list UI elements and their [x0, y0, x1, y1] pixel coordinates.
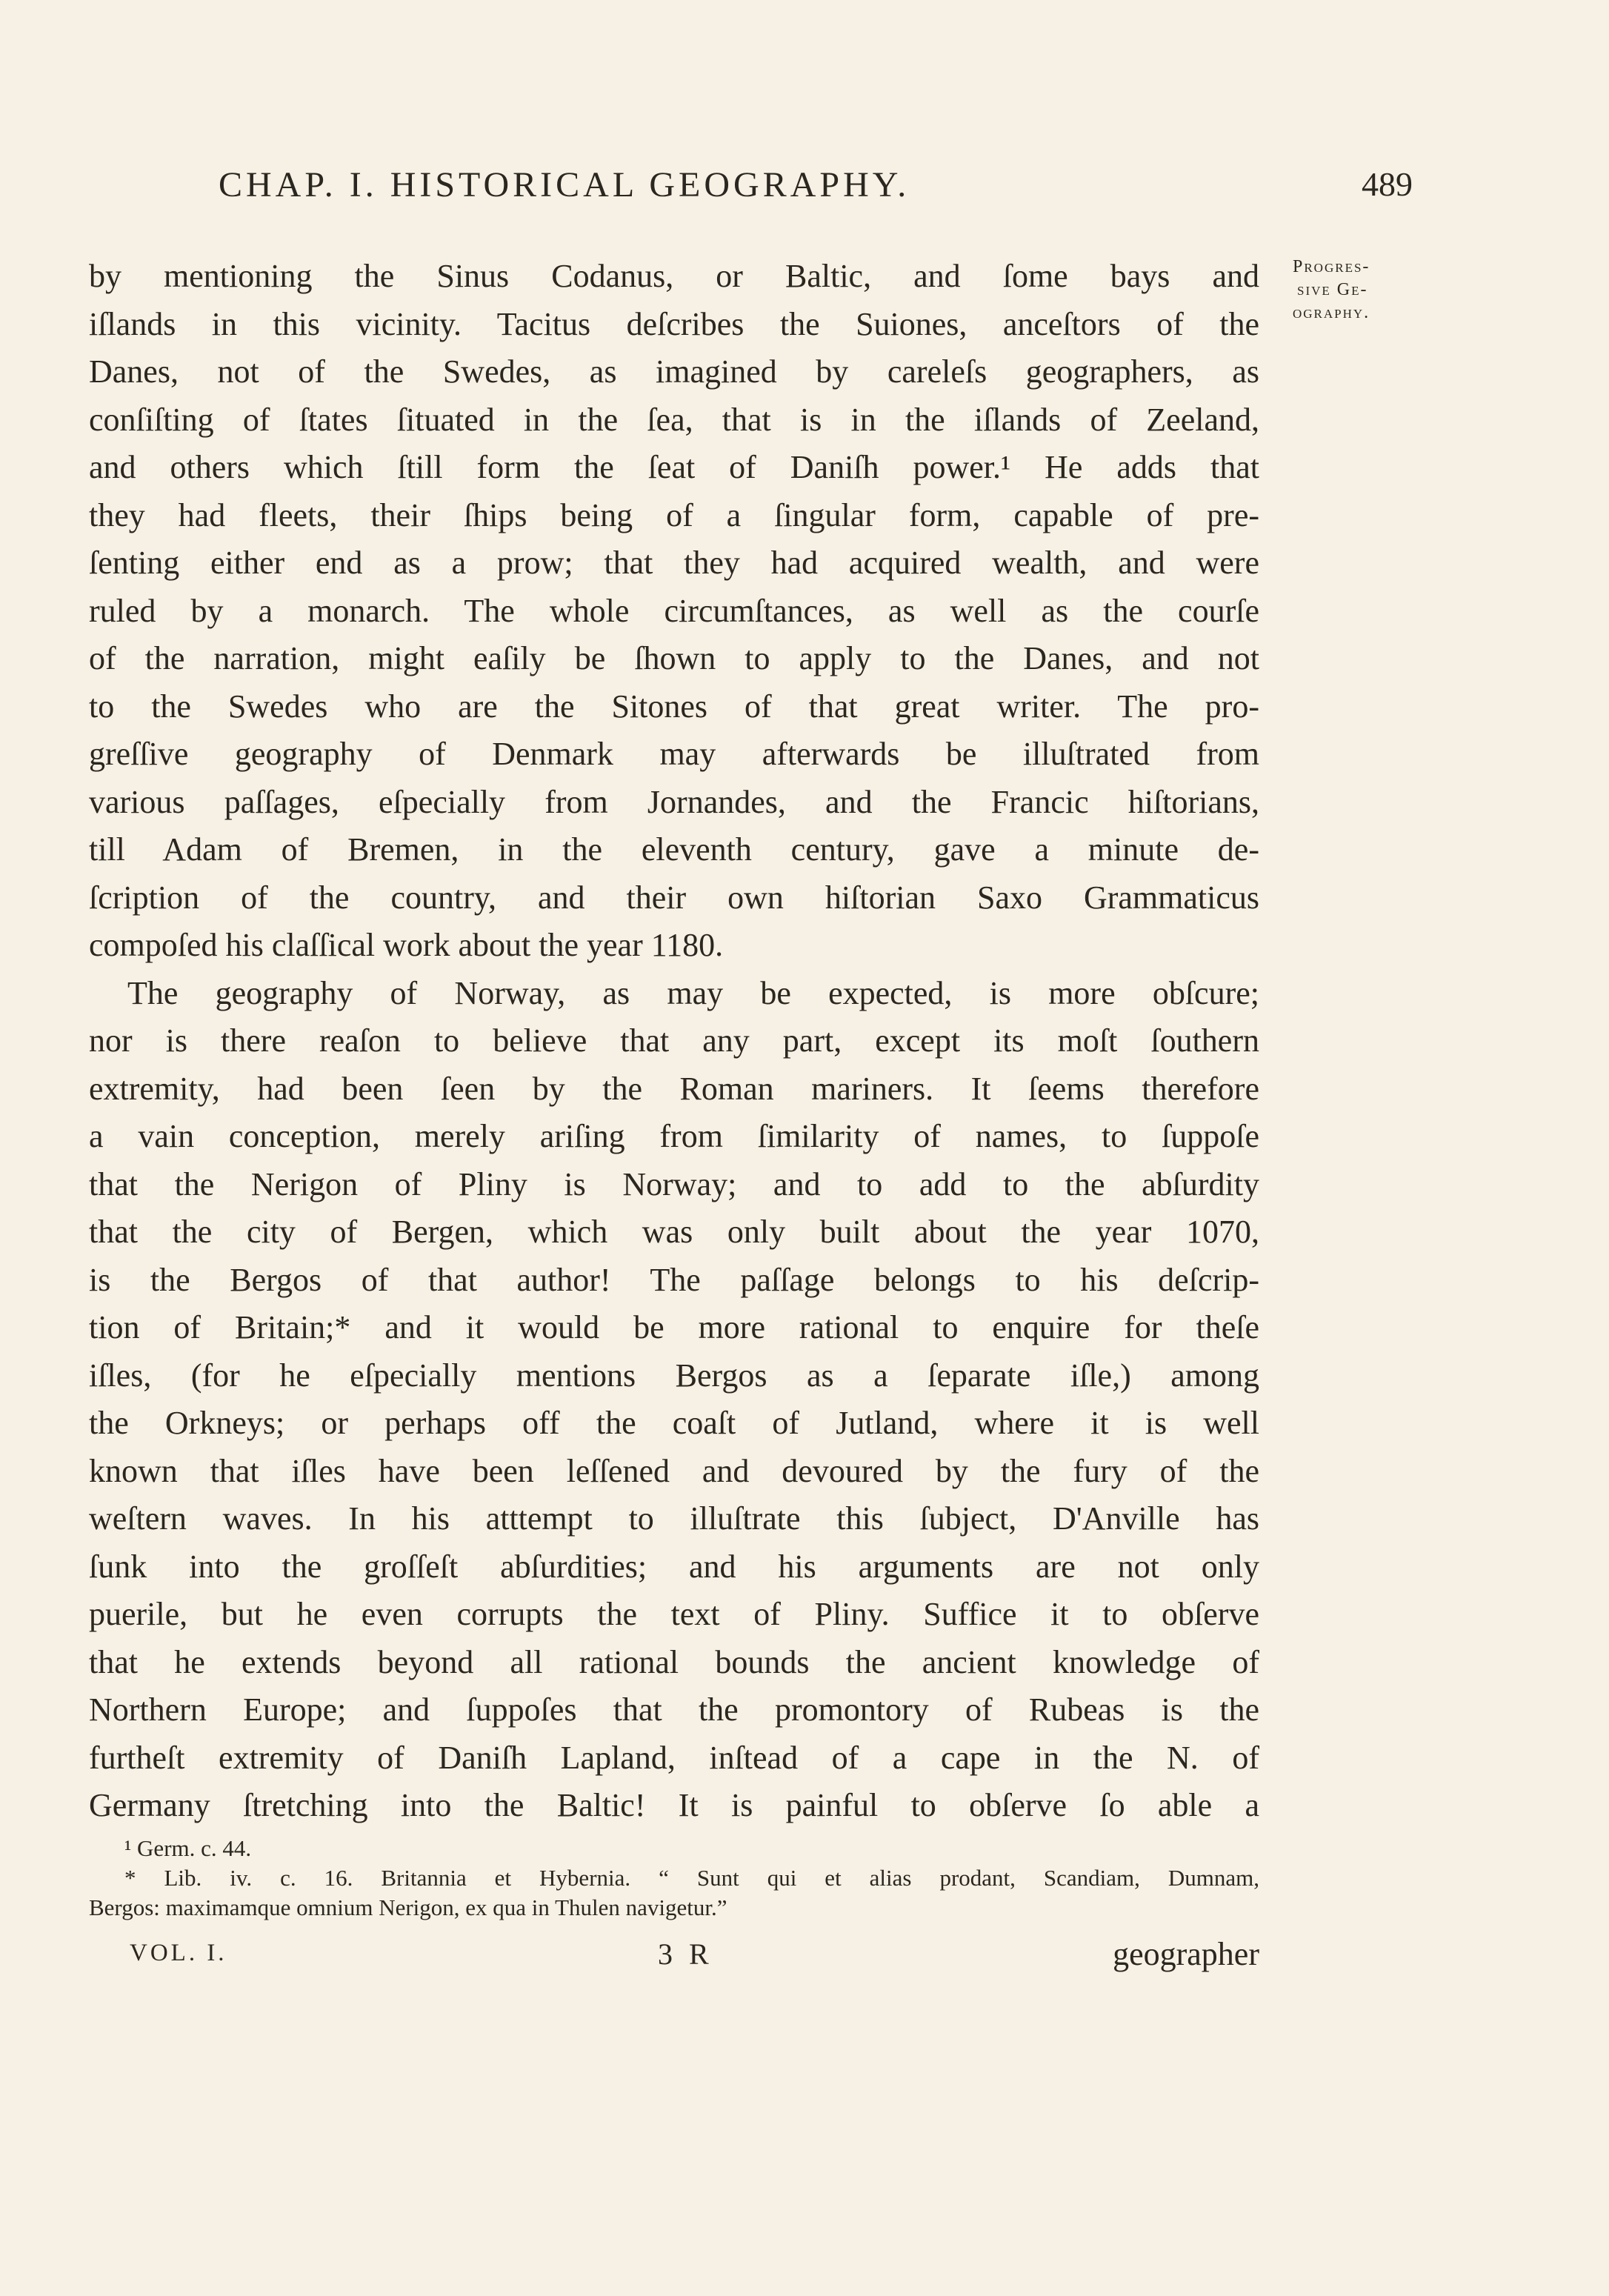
text-line: Germany ſtretching into the Baltic! It is painful to obſerve ſo able a	[89, 1787, 1259, 1823]
text-line: nor is there reaſon to believe that any part, except its moſt ſouthern	[89, 1022, 1259, 1059]
text-line: by mentioning the Sinus Codanus, or Baltic, and ſome bays and	[89, 258, 1259, 294]
text-line: that the Nerigon of Pliny is Norway; and to add to the abſurdity	[89, 1165, 1259, 1202]
footnote: ¹ Germ. c. 44.	[124, 1835, 252, 1861]
text-line: is the Bergos of that author! The paſſage belongs to his deſcrip-	[89, 1261, 1259, 1298]
text-line: various paſſages, eſpecially from Jornandes, and the Francic hiſtorians,	[89, 783, 1259, 820]
catchword: geographer	[1113, 1936, 1259, 1972]
body-text	[89, 253, 1259, 1830]
page-footer	[89, 1935, 1259, 1980]
running-head: CHAP. I. HISTORICAL GEOGRAPHY.	[219, 165, 910, 204]
text-line: that he extends beyond all rational bounds the ancient knowledge of	[89, 1643, 1259, 1680]
page-header	[89, 164, 1452, 216]
text-line: to the Swedes who are the Sitones of that great writer. The pro-	[89, 688, 1259, 725]
text-line: the Orkneys; or perhaps off the coaſt of Jutland, where it is well	[89, 1405, 1259, 1441]
footnotes	[89, 1834, 1259, 1923]
text-line: greſſive geography of Denmark may afterwards be illuſtrated from	[89, 736, 1259, 772]
text-line: ſcription of the country, and their own hiſtorian Saxo Grammaticus	[89, 879, 1259, 916]
text-line: tion of Britain;* and it would be more rational to enquire for theſe	[89, 1309, 1259, 1345]
signature-mark: 3 R	[658, 1937, 713, 1971]
text-line: that the city of Bergen, which was only built about the year 1070,	[89, 1214, 1259, 1250]
text-line: furtheſt extremity of Daniſh Lapland, inſtead of a cape in the N. of	[89, 1739, 1259, 1776]
text-line: weſtern waves. In his atttempt to illuſtrate this ſubject, D'Anville has	[89, 1500, 1259, 1537]
marginal-note-line: ography.	[1293, 303, 1370, 322]
text-line: they had fleets, their ſhips being of a ſingular form, capable of pre-	[89, 496, 1259, 533]
text-line: extremity, had been ſeen by the Roman mariners. It ſeems therefore	[89, 1070, 1259, 1107]
text-line: ſunk into the groſſeſt abſurdities; and his arguments are not only	[89, 1548, 1259, 1585]
text-line: a vain conception, merely ariſing from ſimilarity of names, to ſuppoſe	[89, 1118, 1259, 1154]
text-line: ruled by a monarch. The whole circumſtances, as well as the courſe	[89, 592, 1259, 629]
text-line: compoſed his claſſical work about the year 1180.	[89, 927, 724, 963]
page-number: 489	[1362, 165, 1413, 203]
footnote: * Lib. iv. c. 16. Britannia et Hybernia. “ Sunt qui et alias prodant, Scandiam, Dumnam,	[124, 1865, 1259, 1891]
text-line: of the narration, might eaſily be ſhown to apply to the Danes, and not	[89, 640, 1259, 676]
marginal-note-line: sive Ge-	[1297, 280, 1368, 299]
text-line: iſles, (for he eſpecially mentions Bergos as a ſeparate iſle,) among	[89, 1357, 1259, 1394]
volume-label: VOL. I.	[130, 1940, 227, 1966]
marginal-note	[1293, 256, 1463, 325]
text-line: Danes, not of the Swedes, as imagined by careleſs geographers, as	[89, 353, 1259, 390]
text-line: iſlands in this vicinity. Tacitus deſcribes the Suiones, anceſtors of the	[89, 305, 1259, 342]
text-line: The geography of Norway, as may be expected, is more obſcure;	[127, 974, 1259, 1011]
text-line: ſenting either end as a prow; that they had acquired wealth, and were	[89, 545, 1259, 581]
marginal-note-line: Progres-	[1293, 257, 1370, 276]
text-line: till Adam of Bremen, in the eleventh century, gave a minute de-	[89, 831, 1259, 868]
text-line: conſiſting of ſtates ſituated in the ſea, that is in the iſlands of Zeeland,	[89, 401, 1259, 438]
text-line: known that iſles have been leſſened and devoured by the fury of the	[89, 1452, 1259, 1489]
text-line: and others which ſtill form the ſeat of Daniſh power.¹ He adds that	[89, 449, 1259, 485]
text-line: puerile, but he even corrupts the text of Pliny. Suffice it to obſerve	[89, 1596, 1259, 1632]
footnote-continuation: Bergos: maximamque omnium Nerigon, ex qua in Thulen navigetur.”	[89, 1894, 727, 1920]
text-line: Northern Europe; and ſuppoſes that the promontory of Rubeas is the	[89, 1691, 1259, 1728]
